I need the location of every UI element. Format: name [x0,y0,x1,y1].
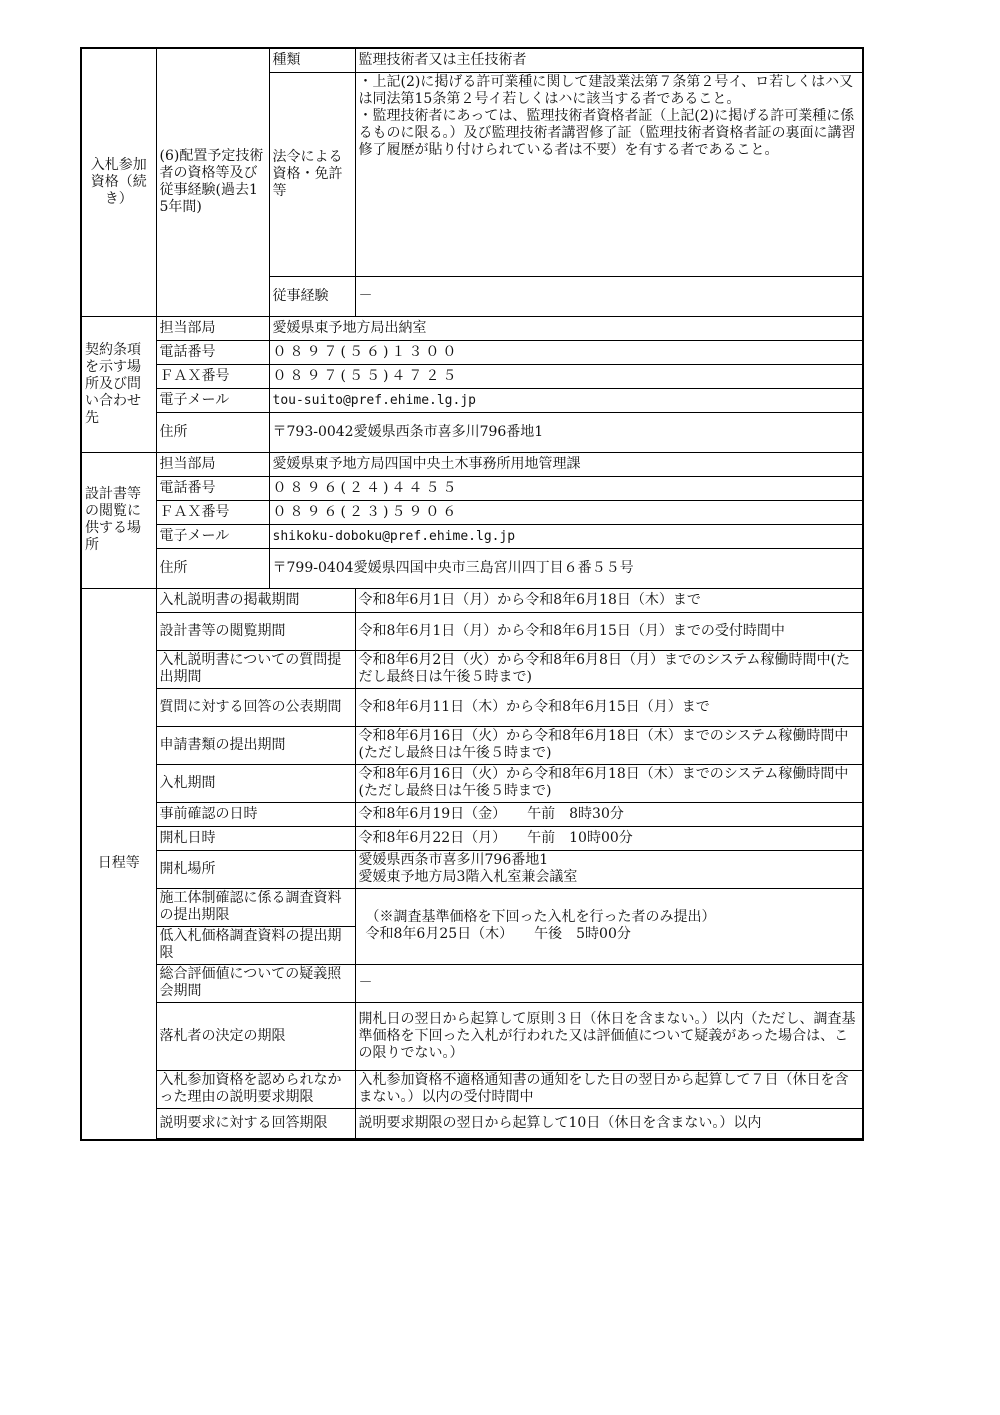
section-header-contract: 契約条項を示す場所及び問い合わせ先 [81,316,156,452]
row-label: 担当部局 [156,452,269,476]
row-value: ０８９６(２４)４４５５ [269,476,863,500]
section-header-design-docs: 設計書等の閲覧に供する場所 [81,452,156,588]
row-value: 開札日の翌日から起算して原則３日（休日を含まない。）以内（ただし、調査基準価格を下回った入札が行われた又は評価値について疑義があった場合は、この限りでない。） [355,1002,863,1070]
row-value: 令和8年6月1日（月）から令和8年6月18日（木）まで [355,588,863,612]
row-label: 担当部局 [156,316,269,340]
row-label: 落札者の決定の期限 [156,1002,355,1070]
row-label: 入札参加資格を認められなかった理由の説明要求期限 [156,1070,355,1108]
row-label: 開札場所 [156,850,355,888]
row-value: ０８９７(５５)４７２５ [269,364,863,388]
row-label: 電話番号 [156,340,269,364]
row-value: 〒799-0404愛媛県四国中央市三島宮川四丁目６番５５号 [269,548,863,588]
row-label: 住所 [156,412,269,452]
row-value: － [355,276,863,316]
row-value: 令和8年6月19日（金） 午前 8時30分 [355,802,863,826]
row-value: 令和8年6月16日（火）から令和8年6月18日（木）までのシステム稼働時間中(ただし最終日は午後５時まで) [355,764,863,802]
section-header-qualification: 入札参加資格（続き） [81,48,156,316]
row-value: 令和8年6月11日（木）から令和8年6月15日（月）まで [355,688,863,726]
row-value: 〒793-0042愛媛県西条市喜多川796番地1 [269,412,863,452]
row-value: 説明要求期限の翌日から起算して10日（休日を含まない。）以内 [355,1108,863,1138]
row-value: 愛媛県東予地方局出納室 [269,316,863,340]
row-label: ＦＡＸ番号 [156,364,269,388]
row-label: 住所 [156,548,269,588]
row-value: 令和8年6月16日（火）から令和8年6月18日（木）までのシステム稼働時間中(ただし最終日は午後５時まで) [355,726,863,764]
row-value: 監理技術者又は主任技術者 [355,48,863,72]
row-label: 電子メール [156,524,269,548]
row-label: 申請書類の提出期間 [156,726,355,764]
row-value: ・上記(2)に掲げる許可業種に関して建設業法第７条第２号イ、ロ若しくはハ又は同法第15条第２号イ若しくはハに該当する者であること。 ・監理技術者にあっては、監理技術者資格者証（上記(2)に掲げる許可業種に係るものに限る。）及び監理技術者講習修了証（監理技術者資格者証の裏面に講習修了履歴が貼り付けられている者は不要）を有する者であること。 [355,72,863,276]
row-label: 説明要求に対する回答期限 [156,1108,355,1138]
row-label: 電子メール [156,388,269,412]
row-label: 電話番号 [156,476,269,500]
row-label: 質問に対する回答の公表期間 [156,688,355,726]
row-label: 開札日時 [156,826,355,850]
row-label: 法令による資格・免許等 [269,72,355,276]
row-label: 入札説明書の掲載期間 [156,588,355,612]
row-value: 令和8年6月2日（火）から令和8年6月8日（月）までのシステム稼働時間中(ただし最終日は午後５時まで) [355,650,863,688]
notice-table [80,47,864,1141]
row-label: ＦＡＸ番号 [156,500,269,524]
row-value: 入札参加資格不適格通知書の通知をした日の翌日から起算して７日（休日を含まない。）以内の受付時間中 [355,1070,863,1108]
row-label: 入札説明書についての質問提出期間 [156,650,355,688]
row-value: － [355,964,863,1002]
row-value: ０８９７(５６)１３００ [269,340,863,364]
row-label: 施工体制確認に係る調査資料の提出期限 [156,888,355,926]
row-value: shikoku-doboku@pref.ehime.lg.jp [269,524,863,548]
row-value: 令和8年6月1日（月）から令和8年6月15日（月）までの受付時間中 [355,612,863,650]
row-label: 従事経験 [269,276,355,316]
row-label: 事前確認の日時 [156,802,355,826]
row-label: 総合評価値についての疑義照会期間 [156,964,355,1002]
row-label: 設計書等の閲覧期間 [156,612,355,650]
row-label: 入札期間 [156,764,355,802]
row-value: （※調査基準価格を下回った入札を行った者のみ提出） 令和8年6月25日（木） 午後 5時00分 [355,888,863,964]
row-value: ０８９６(２３)５９０６ [269,500,863,524]
row-value: 愛媛県東予地方局四国中央土木事務所用地管理課 [269,452,863,476]
technician-qualification-label: (6)配置予定技術者の資格等及び従事経験(過去15年間) [156,48,269,316]
row-value: tou-suito@pref.ehime.lg.jp [269,388,863,412]
section-header-schedule: 日程等 [81,588,156,1140]
row-label: 低入札価格調査資料の提出期限 [156,926,355,964]
row-value: 愛媛県西条市喜多川796番地1 愛媛東予地方局3階入札室兼会議室 [355,850,863,888]
row-value: 令和8年6月22日（月） 午前 10時00分 [355,826,863,850]
row-label: 種類 [269,48,355,72]
